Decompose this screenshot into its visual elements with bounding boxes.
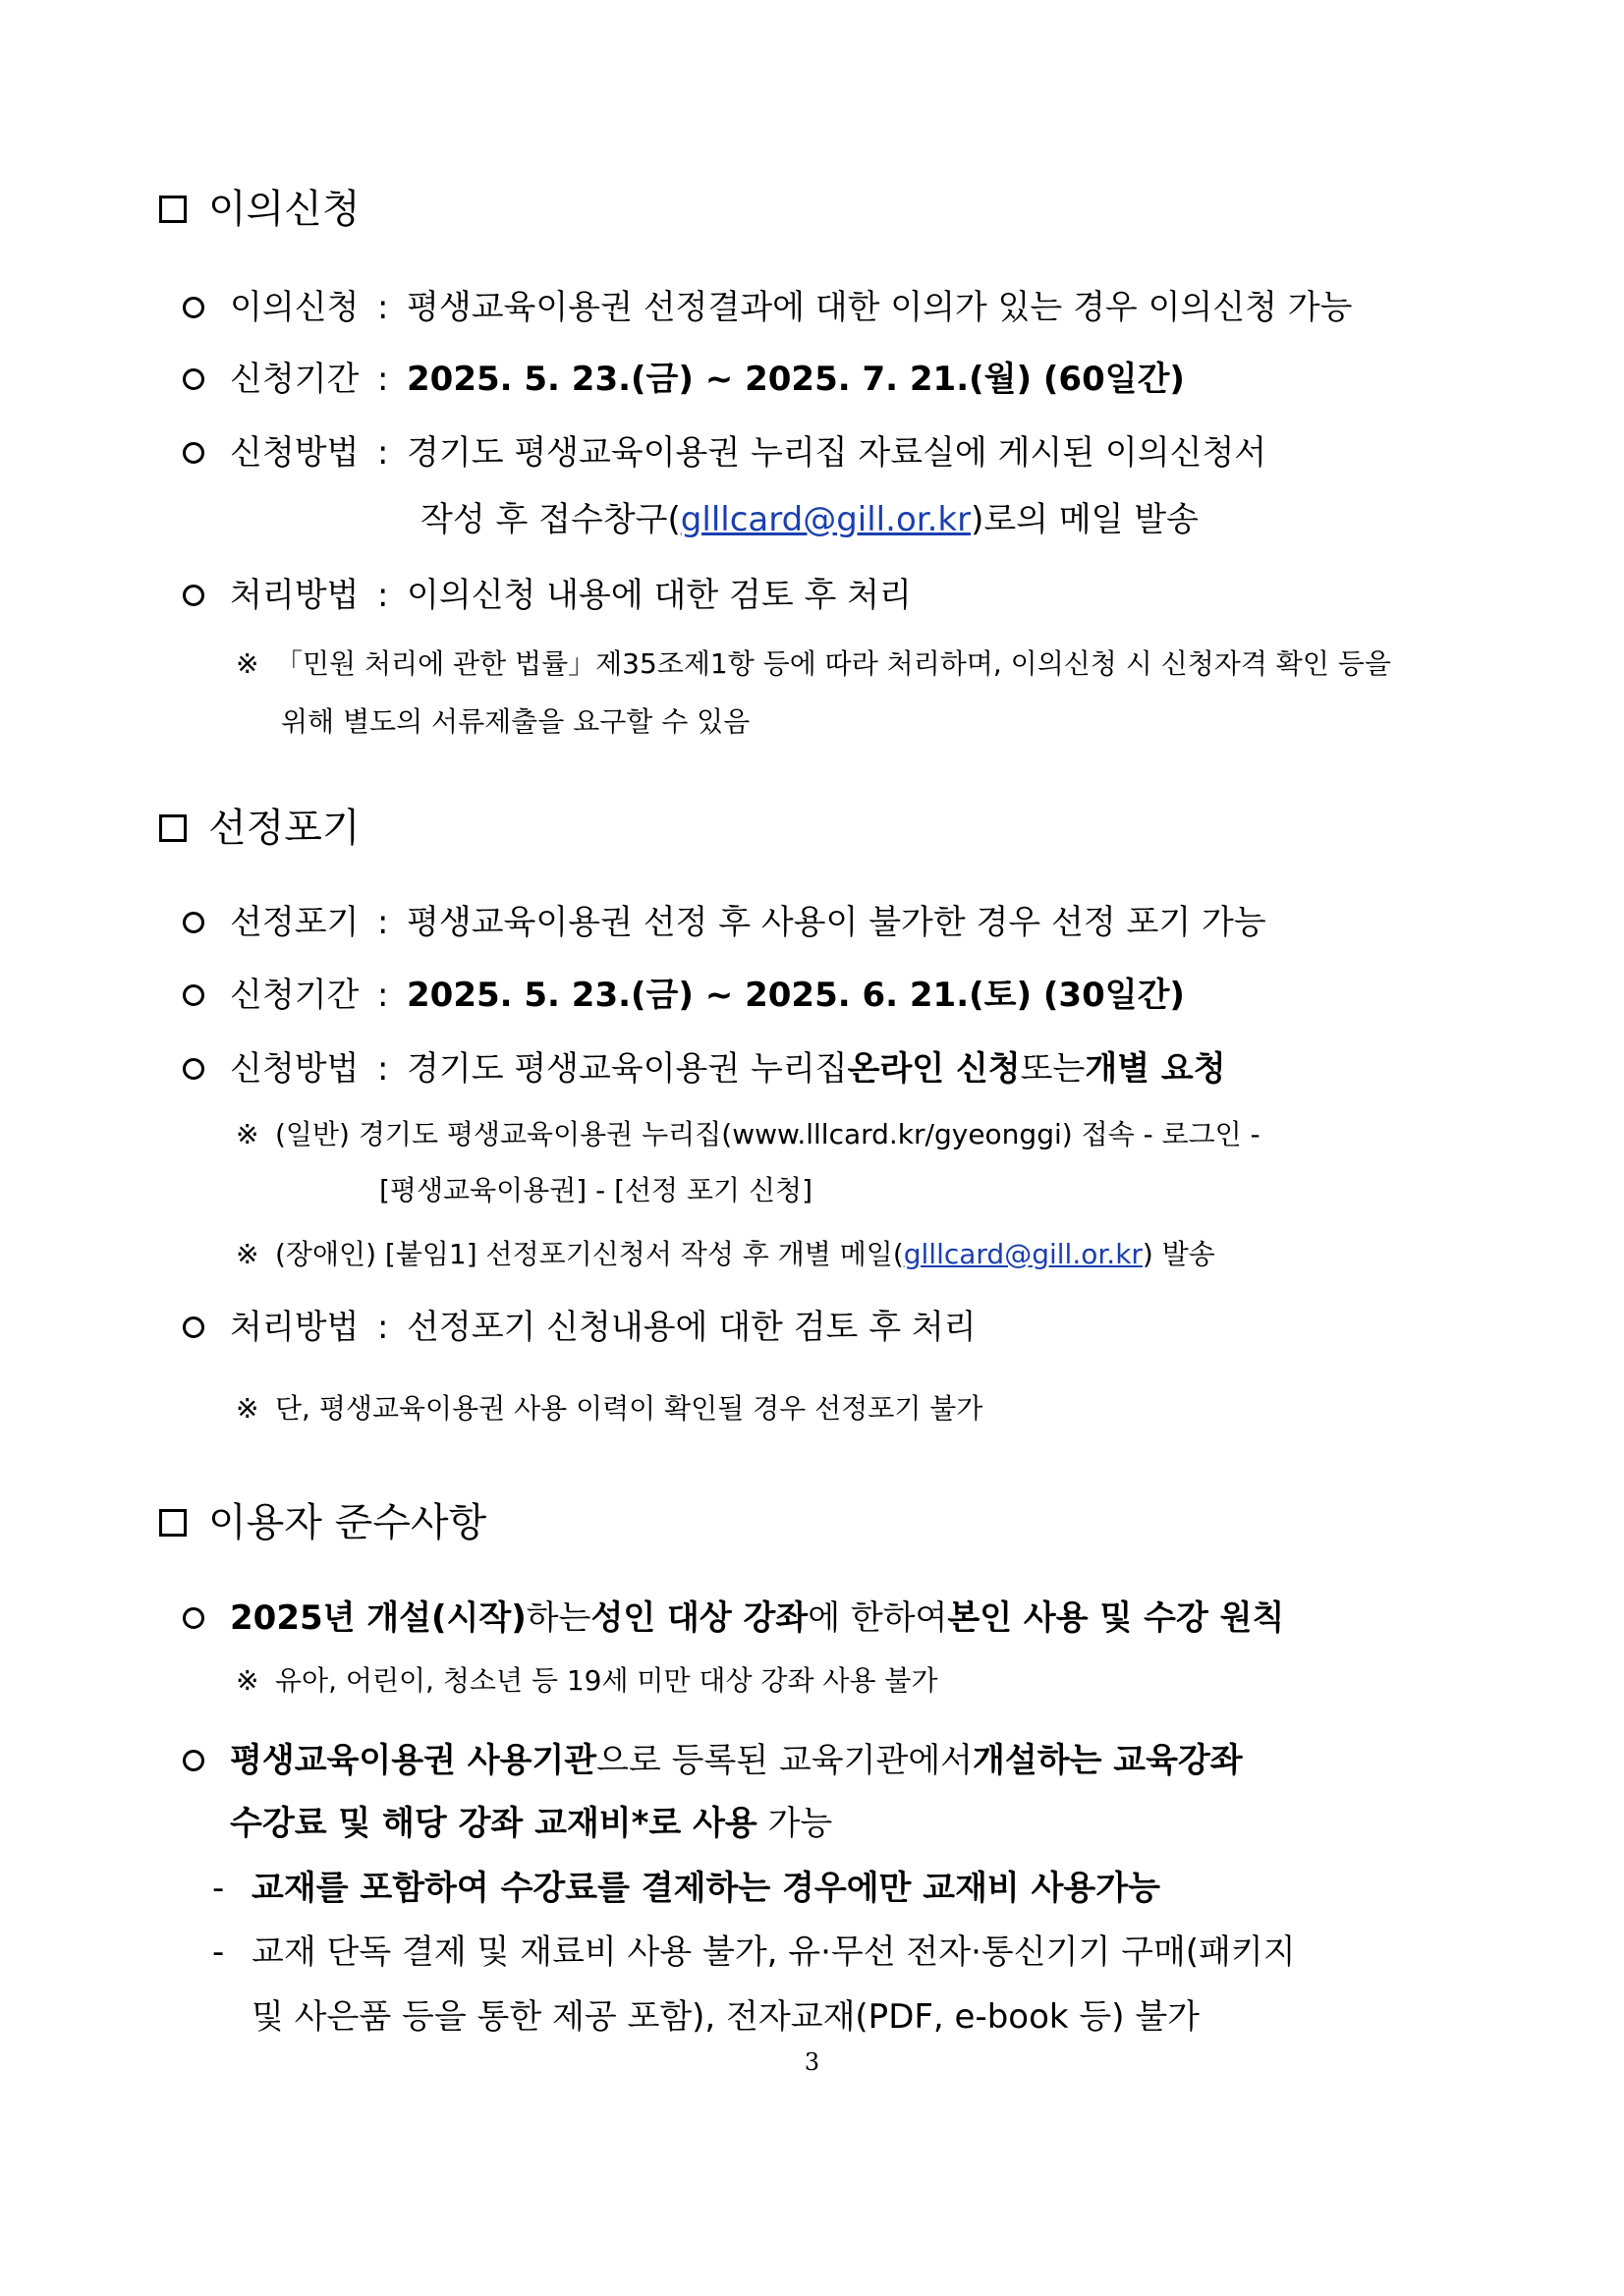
reference-mark: ※ <box>236 1392 259 1425</box>
item-colon: : <box>377 1308 389 1347</box>
circle-bullet-icon <box>183 1750 204 1771</box>
checkbox-square-icon <box>159 1509 187 1537</box>
note-objection-cont <box>281 703 750 741</box>
checkbox-square-icon <box>159 814 187 842</box>
circle-bullet-icon <box>183 912 204 933</box>
item-colon: : <box>377 360 389 399</box>
item-colon: : <box>377 433 389 473</box>
item-text: 2025. 5. 23.(금) ~ 2025. 7. 21.(월) (60일간) <box>407 360 1185 399</box>
circle-bullet-icon <box>183 442 204 464</box>
item-objection-method-cont <box>420 498 1199 541</box>
item-label: 신청방법 <box>230 433 360 473</box>
item-objection-process <box>183 574 912 617</box>
reference-mark: ※ <box>236 647 259 680</box>
reference-mark: ※ <box>236 1664 259 1697</box>
section-title: 이의신청 <box>208 187 361 232</box>
dash-mark: - <box>212 1869 225 1908</box>
circle-bullet-icon <box>183 1316 204 1338</box>
item-text: 평생교육이용권 선정결과에 대한 이의가 있는 경우 이의신청 가능 <box>407 288 1353 327</box>
item-rules-principle <box>183 1596 1284 1640</box>
item-colon: : <box>377 288 389 327</box>
item-giveup-method <box>183 1047 1226 1091</box>
item-colon: : <box>377 903 389 942</box>
dash-item-not-allowed <box>212 1931 1296 1974</box>
item-label: 선정포기 <box>230 903 360 942</box>
item-colon: : <box>377 976 389 1015</box>
rule-bold-2: 개설하는 교육강좌 <box>973 1741 1243 1780</box>
note-giveup-general <box>236 1116 1260 1153</box>
rule-bold-1: 평생교육이용권 사용기관 <box>230 1741 597 1780</box>
item-label: 신청기간 <box>230 976 360 1015</box>
section-title: 선정포기 <box>208 806 361 851</box>
checkbox-square-icon <box>159 196 187 223</box>
cont-pre: 작성 후 접수창구( <box>420 500 681 539</box>
note-objection <box>236 645 1391 683</box>
circle-bullet-icon <box>183 1607 204 1629</box>
item-colon: : <box>377 1049 389 1089</box>
item-rules-usage <box>183 1739 1243 1782</box>
dash-mark: - <box>212 1932 225 1972</box>
email-link[interactable]: glllcard@gill.or.kr <box>680 500 972 539</box>
section-heading-giveup <box>159 803 361 854</box>
item-text-online: 온라인 신청 <box>847 1049 1021 1089</box>
rule-text-1: 으로 등록된 교육기관에서 <box>596 1741 974 1780</box>
dash-text: 교재 단독 결제 및 재료비 사용 불가, 유·무선 전자·통신기기 구매(패키지 <box>252 1932 1296 1972</box>
item-giveup-definition <box>183 901 1266 944</box>
item-text: 평생교육이용권 선정 후 사용이 불가한 경우 선정 포기 가능 <box>407 903 1266 942</box>
page-number: 3 <box>804 2048 820 2076</box>
section-heading-rules <box>159 1497 486 1548</box>
note-line: 「민원 처리에 관한 법률」제35조제1항 등에 따라 처리하며, 이의신청 시 신청자격 확인 등을 <box>275 647 1391 680</box>
item-text-mid: 또는 <box>1020 1049 1086 1089</box>
item-text: 경기도 평생교육이용권 누리집 자료실에 게시된 이의신청서 <box>407 433 1267 473</box>
dash-item-not-allowed-cont <box>252 1995 1200 2039</box>
note-post: ) 발송 <box>1142 1238 1215 1270</box>
email-link[interactable]: glllcard@gill.or.kr <box>903 1238 1143 1270</box>
circle-bullet-icon <box>183 297 204 318</box>
section-title: 이용자 준수사항 <box>208 1500 487 1545</box>
note-line: 유아, 어린이, 청소년 등 19세 미만 대상 강좌 사용 불가 <box>275 1664 938 1697</box>
note-line: [평생교육이용권] - [선정 포기 신청] <box>379 1174 813 1206</box>
section-heading-objection <box>159 184 361 235</box>
cont-post: )로의 메일 발송 <box>971 500 1200 539</box>
dash-text: 교재를 포함하여 수강료를 결제하는 경우에만 교재비 사용가능 <box>252 1869 1160 1908</box>
item-label: 이의신청 <box>230 288 360 327</box>
circle-bullet-icon <box>183 984 204 1006</box>
note-giveup-general-cont <box>379 1172 812 1209</box>
reference-mark: ※ <box>236 1118 259 1150</box>
item-text-pre: 경기도 평생교육이용권 누리집 <box>407 1049 848 1089</box>
item-label: 처리방법 <box>230 1308 360 1347</box>
rule-bold-3: 본인 사용 및 수강 원칙 <box>947 1598 1285 1638</box>
rule-bold-1: 2025년 개설(시작) <box>230 1598 527 1638</box>
note-pre: (장애인) [붙임1] 선정포기신청서 작성 후 개별 메일( <box>275 1238 904 1270</box>
note-rules-minors <box>236 1662 938 1700</box>
dash-item-textbook-allowed <box>212 1867 1160 1910</box>
item-objection-period <box>183 358 1185 401</box>
item-label: 신청방법 <box>230 1049 360 1089</box>
item-giveup-period <box>183 974 1185 1017</box>
item-label: 신청기간 <box>230 360 360 399</box>
reference-mark: ※ <box>236 1238 259 1270</box>
rule-text-2: 에 한하여 <box>808 1598 948 1638</box>
rule-text-cont: 가능 <box>756 1804 833 1843</box>
item-label: 처리방법 <box>230 576 360 615</box>
circle-bullet-icon <box>183 1058 204 1080</box>
item-text: 선정포기 신청내용에 대한 검토 후 처리 <box>407 1308 977 1347</box>
item-colon: : <box>377 576 389 615</box>
note-line: (일반) 경기도 평생교육이용권 누리집(www.lllcard.kr/gyeonggi) 접속 - 로그인 - <box>275 1118 1260 1150</box>
note-line: 위해 별도의 서류제출을 요구할 수 있음 <box>281 705 751 738</box>
rule-text-1: 하는 <box>526 1598 591 1638</box>
rule-bold-2: 성인 대상 강좌 <box>590 1598 809 1638</box>
item-text: 2025. 5. 23.(금) ~ 2025. 6. 21.(토) (30일간) <box>407 976 1185 1015</box>
rule-bold-cont: 수강료 및 해당 강좌 교재비*로 사용 <box>230 1804 757 1843</box>
note-giveup-history <box>236 1390 982 1428</box>
item-objection-method <box>183 431 1266 475</box>
item-giveup-process <box>183 1306 977 1349</box>
item-objection-definition <box>183 286 1352 329</box>
circle-bullet-icon <box>183 368 204 390</box>
item-rules-usage-cont <box>230 1802 832 1845</box>
item-text: 이의신청 내용에 대한 검토 후 처리 <box>407 576 912 615</box>
item-text-individual: 개별 요청 <box>1085 1049 1226 1089</box>
circle-bullet-icon <box>183 585 204 606</box>
note-giveup-disabled <box>236 1236 1215 1273</box>
note-line: 단, 평생교육이용권 사용 이력이 확인될 경우 선정포기 불가 <box>275 1392 983 1425</box>
dash-text: 및 사은품 등을 통한 제공 포함), 전자교재(PDF, e-book 등) 불가 <box>252 1997 1201 2037</box>
